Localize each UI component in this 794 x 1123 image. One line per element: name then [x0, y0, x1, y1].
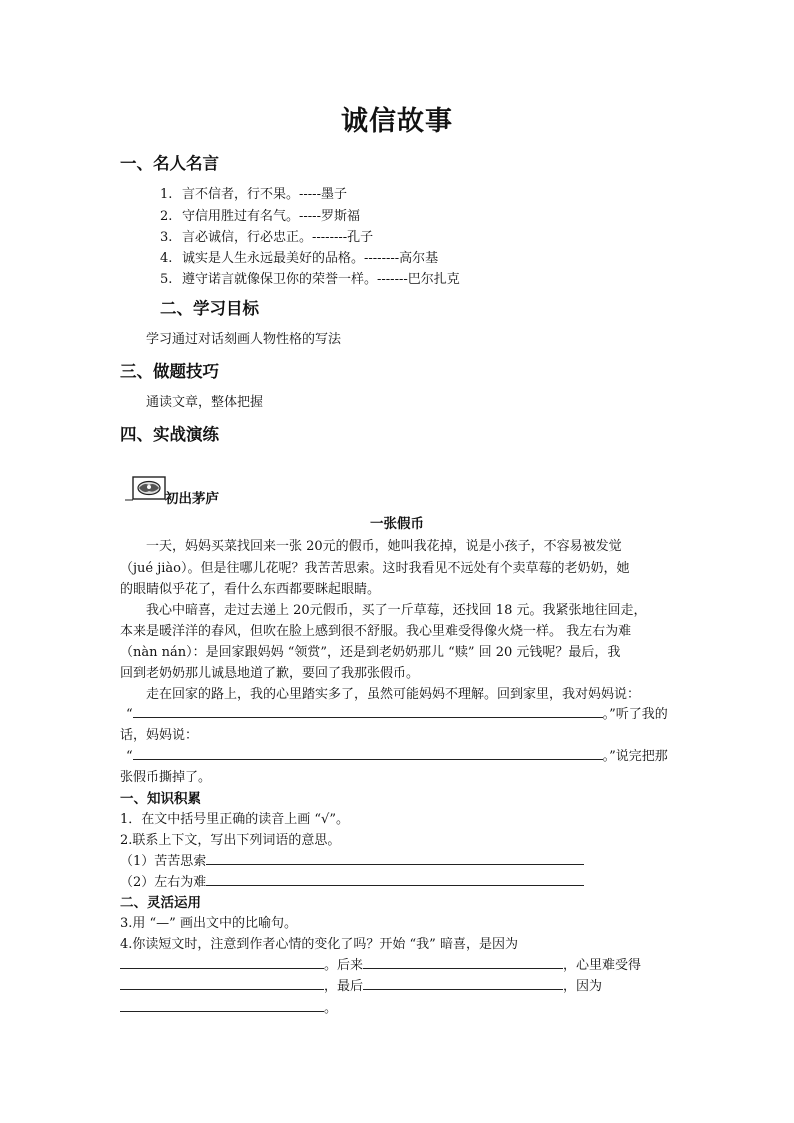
- answer-line-dialogue-2: [126, 745, 668, 764]
- story-line: 一天，妈妈买菜找回来一张 20元的假币，她叫我花掉，说是小孩子，不容易被发觉: [146, 539, 622, 554]
- blank-line[interactable]: [133, 747, 603, 760]
- question-text: 。后来: [324, 958, 364, 973]
- badge-label: 初出茅庐: [165, 491, 219, 507]
- page-title: 诚信故事: [341, 106, 453, 137]
- question-label: （1）苦苦思索: [120, 854, 207, 869]
- section-heading-quotes: 一、名人名言: [120, 154, 219, 173]
- blank-line[interactable]: [120, 977, 324, 990]
- quote-item: [160, 268, 460, 287]
- exercise-heading-application: 二、灵活运用: [120, 895, 201, 911]
- open-quote: “: [126, 749, 133, 764]
- story-line: （jué jiào）。但是往哪儿花呢？我苦苦思索。这时我看见不远处有个卖草莓的老奶奶，她: [120, 561, 630, 576]
- tips-text: 通读文章，整体把握: [146, 395, 264, 410]
- story-title: 一张假币: [370, 516, 424, 532]
- close-quote-text: 。”说完把那: [602, 749, 668, 764]
- quote-item: [160, 183, 347, 202]
- blank-line[interactable]: [363, 977, 563, 990]
- quote-text: 言必诚信，行必忠正。--------孔子: [182, 230, 374, 245]
- question-label: （2）左右为难: [120, 875, 207, 890]
- story-line: 我心中暗喜，走过去递上 20元假币，买了一斤草莓，还找回 18 元。我紧张地往回走，: [146, 603, 647, 618]
- blank-line[interactable]: [133, 705, 603, 718]
- quote-number: 2.: [160, 209, 173, 224]
- story-line: 回到老奶奶那儿诚恳地道了歉，要回了我那张假币。: [120, 666, 420, 681]
- section-heading-practice: 四、实战演练: [120, 425, 219, 444]
- quote-text: 遵守诺言就像保卫你的荣誉一样。-------巴尔扎克: [182, 272, 460, 287]
- question-2a: [120, 850, 584, 869]
- section-heading-goals: 二、学习目标: [160, 299, 259, 318]
- quote-number: 3.: [160, 230, 173, 245]
- story-line: 的眼睛似乎花了，看什么东西都要眯起眼睛。: [120, 582, 381, 597]
- quote-item: [160, 226, 373, 245]
- blank-line[interactable]: [206, 873, 584, 886]
- question-2: 2.联系上下文，写出下列词语的意思。: [120, 833, 341, 848]
- badge-icon: [125, 475, 167, 501]
- quote-number: 1.: [160, 187, 173, 202]
- story-line: 张假币撕掉了。: [120, 770, 212, 785]
- story-line: （nàn nán）：是回家跟妈妈 “领赏”，还是到老奶奶那儿 “赎” 回 20 元钱呢？最后，我: [120, 645, 621, 660]
- question-3: 3.用 “—” 画出文中的比喻句。: [120, 916, 297, 931]
- quote-text: 言不信者，行不果。-----墨子: [182, 187, 347, 202]
- story-line: 走在回家的路上，我的心里踏实多了，虽然可能妈妈不理解。回到家里，我对妈妈说：: [146, 687, 641, 702]
- question-4-line-2: [120, 954, 641, 973]
- question-2b: [120, 871, 584, 890]
- story-line: 本来是暖洋洋的春风，但吹在脸上感到很不舒服。我心里难受得像火烧一样。 我左右为难: [120, 624, 632, 639]
- question-text: 。: [324, 1001, 338, 1016]
- quote-item: [160, 247, 438, 266]
- question-1: 1．在文中括号里正确的读音上画 “√”。: [120, 812, 349, 827]
- quote-text: 守信用胜过有名气。-----罗斯福: [182, 209, 360, 224]
- quote-number: 4.: [160, 251, 173, 266]
- quote-item: [160, 205, 360, 224]
- blank-line[interactable]: [120, 999, 324, 1012]
- question-text: ，心里难受得: [563, 958, 642, 973]
- open-quote: “: [126, 707, 133, 722]
- blank-line[interactable]: [206, 852, 584, 865]
- question-4-line-3: [120, 975, 602, 994]
- question-text: ，因为: [563, 979, 603, 994]
- blank-line[interactable]: [363, 956, 563, 969]
- question-4-line-4: [120, 997, 337, 1016]
- quote-number: 5.: [160, 272, 173, 287]
- quote-text: 诚实是人生永远最美好的品格。--------高尔基: [182, 251, 439, 266]
- goals-text: 学习通过对话刻画人物性格的写法: [146, 332, 342, 347]
- blank-line[interactable]: [120, 956, 324, 969]
- question-4: 4.你读短文时，注意到作者心情的变化了吗？开始 “我” 暗喜，是因为: [120, 937, 518, 952]
- question-text: ，最后: [324, 979, 364, 994]
- answer-line-dialogue-1: [126, 703, 668, 722]
- section-heading-tips: 三、做题技巧: [120, 362, 219, 381]
- exercise-heading-knowledge: 一、知识积累: [120, 791, 201, 807]
- story-line: 话，妈妈说：: [120, 728, 199, 743]
- close-quote-text: 。”听了我的: [602, 707, 668, 722]
